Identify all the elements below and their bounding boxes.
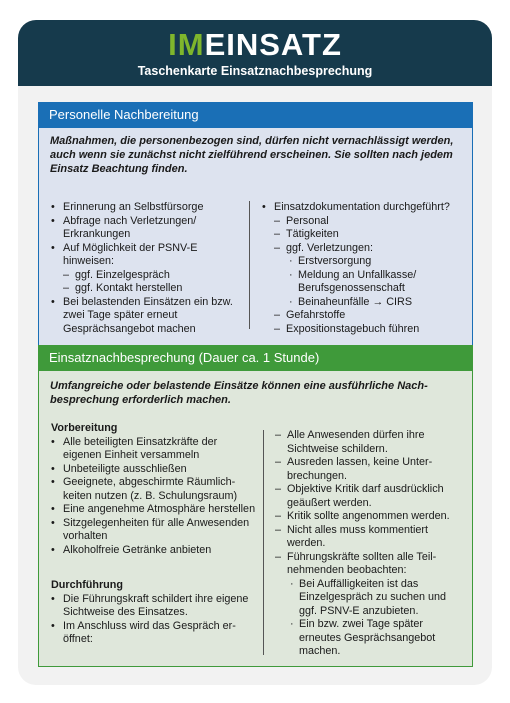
vorbereitung-heading: Vorbereitung [51,422,118,434]
right-column [262,201,467,336]
column-divider [263,430,264,655]
logo [18,29,492,61]
list-item: – Tätigkeiten [262,228,467,242]
list-item: – Gefahrstoffe [262,309,467,323]
list-item: – Objektive Kritik darf ausdrücklich geäußert werden. [275,483,467,510]
list-item: • Alkoholfreie Getränke anbieten [51,544,257,558]
section-title: Personelle Nachbereitung [39,103,472,128]
durchfuehrung-heading: Durchführung [51,579,123,591]
left-column [51,201,241,336]
list-item: • Sitzgelegenheiten für alle Anwesenden vorhalten [51,517,257,544]
column-divider [249,201,250,329]
list-item: • Erinnerung an Selbstfürsorge [51,201,241,215]
list-item: · Meldung an Unfallkasse/ Berufsgenossenschaft [262,269,467,296]
list-item: – Nicht alles muss kommentiert werden. [275,524,467,551]
list-item: • Unbeteiligte ausschließen [51,463,257,477]
section-intro: Maßnahmen, die personenbezogen sind, dürfen nicht vernachlässigt werden, auch wenn sie zunächst nicht zielführend erscheinen. Sie sollten nach jedem Einsatz Beachtung finden. [50,135,454,175]
left-column [51,422,257,647]
section-einsatznachbesprechung [38,345,473,667]
list-item: – ggf. Kontakt herstellen [51,282,241,296]
section-intro: Umfangreiche oder belastende Einsätze können eine ausführliche Nachbesprechung erforderlich machen. [50,380,428,406]
list-item: • Eine angenehme Atmosphäre herstellen [51,503,257,517]
list-item: • Abfrage nach Verletzungen/ Erkrankungen [51,215,241,242]
list-item: – Personal [262,215,467,229]
list-item: • Geeignete, abgeschirmte Räumlichkeiten nutzen (z. B. Schulungsraum) [51,476,257,503]
list-item: – ggf. Einzelgespräch [51,269,241,283]
list-item: • Auf Möglichkeit der PSNV-E hinweisen: [51,242,241,269]
list-item: • Bei belastenden Einsätzen ein bzw. zwei Tage später erneut Gesprächsangebot machen [51,296,241,337]
list-item: – Kritik sollte angenommen werden. [275,510,467,524]
list-item: • Im Anschluss wird das Gespräch eröffnet: [51,620,257,647]
list-item: · Beinaheunfälle → CIRS [262,296,467,310]
section-personelle-nachbereitung [38,102,473,352]
list-item: – Ausreden lassen, keine Unterbrechungen. [275,456,467,483]
list-item: – Expositionstagebuch führen [262,323,467,337]
list-item: – ggf. Verletzungen: [262,242,467,256]
card-header [18,20,492,86]
list-item: · Bei Auffälligkeiten ist das Einzelgespräch zu suchen und ggf. PSNV-E anzubieten. [275,578,467,619]
list-item: · Erstversorgung [262,255,467,269]
section-title: Einsatznachbesprechung (Dauer ca. 1 Stunde) [39,346,472,371]
list-item: • Die Führungskraft schildert ihre eigene Sichtweise des Einsatzes. [51,593,257,620]
card-subtitle: Taschenkarte Einsatznachbesprechung [137,64,373,78]
list-item: • Einsatzdokumentation durchgeführt? [262,201,467,215]
logo-einsatz: EINSATZ [204,27,342,62]
list-item: · Ein bzw. zwei Tage später erneutes Gesprächsangebot machen. [275,618,467,659]
list-item: • Alle beteiligten Einsatzkräfte der eigenen Einheit versammeln [51,436,257,463]
list-item: – Führungskräfte sollten alle Teilnehmenden beobachten: [275,551,467,578]
right-column [275,429,467,659]
pocket-card [18,20,492,685]
list-item: – Alle Anwesenden dürfen ihre Sichtweise schildern. [275,429,467,456]
logo-im: IM [168,27,205,62]
